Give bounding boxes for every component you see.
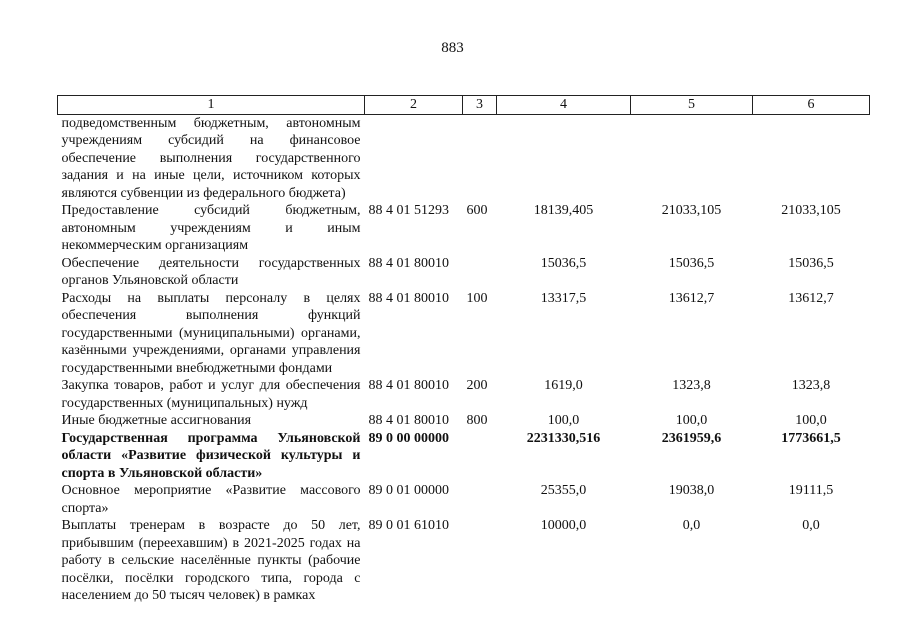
- row-value-4: [497, 114, 631, 202]
- row-code: 89 0 00 00000: [368, 430, 449, 446]
- row-code: 88 4 01 80010: [368, 255, 449, 271]
- budget-table-body: [58, 114, 870, 605]
- row-code: 88 4 01 80010: [368, 290, 449, 306]
- row-value-4: 25355,0: [540, 483, 587, 498]
- row-value-6: 13612,7: [788, 290, 834, 306]
- table-row: [58, 482, 870, 517]
- row-value-6: 21033,105: [781, 203, 841, 218]
- row-value-5: 0,0: [682, 518, 701, 533]
- header-cell-5: 5: [631, 96, 753, 115]
- table-row: [58, 377, 870, 412]
- table-row: [58, 412, 870, 430]
- row-code: 89 0 01 61010: [368, 518, 449, 533]
- table-row: [58, 255, 870, 290]
- row-expense-type: [463, 517, 497, 605]
- row-code: 88 4 01 80010: [368, 378, 449, 393]
- row-value-4: 10000,0: [540, 518, 587, 533]
- row-expense-type: [463, 114, 497, 202]
- header-cell-6: 6: [753, 96, 870, 115]
- row-description: Выплаты тренерам в возрасте до 50 лет, прибывшим (переехавшим) в 2021-2025 годах на работу в сельские населённые пункты (рабочие посёлки, посёлки городского типа, города с населением до 50 тысяч человек) в рамках: [61, 518, 361, 603]
- row-value-5: [631, 114, 753, 202]
- budget-table: [57, 95, 870, 605]
- row-description: Государственная программа Ульяновской области «Развитие физической культуры и спорта в Ульяновской области»: [61, 430, 361, 481]
- row-expense-type: 800: [466, 413, 488, 428]
- row-value-6: 19111,5: [788, 483, 834, 498]
- row-code: 88 4 01 80010: [368, 413, 449, 428]
- row-value-6: 1323,8: [791, 378, 831, 393]
- row-expense-type: [463, 255, 497, 290]
- table-row: [58, 517, 870, 605]
- row-value-5: 15036,5: [668, 255, 715, 271]
- row-description: Предоставление субсидий бюджетным, автономным учреждениям и иным некоммерческим организациям: [61, 203, 361, 253]
- row-value-4: 18139,405: [533, 203, 594, 218]
- page-number: 883: [441, 40, 464, 56]
- row-value-4: 2231330,516: [526, 430, 601, 446]
- row-value-4: 13317,5: [540, 290, 587, 306]
- table-row-program: [58, 430, 870, 483]
- row-code: 89 0 01 00000: [368, 483, 449, 498]
- row-value-6: [753, 114, 870, 202]
- row-description: Обеспечение деятельности государственных органов Ульяновской области: [61, 255, 361, 288]
- table-row: [58, 114, 870, 202]
- row-description: подведомственным бюджетным, автономным учреждениям субсидий на финансовое обеспечение выполнения государственного задания и на иные цели, источником которых являются субвенции из федерального бюджета): [61, 115, 361, 201]
- header-cell-3: 3: [463, 96, 497, 115]
- row-value-5: 13612,7: [668, 290, 715, 306]
- row-description: Иные бюджетные ассигнования: [61, 413, 252, 428]
- row-expense-type: 100: [466, 290, 488, 306]
- table-row: [58, 290, 870, 378]
- row-value-6: 100,0: [795, 413, 827, 428]
- row-value-5: 19038,0: [668, 483, 715, 498]
- row-value-5: 100,0: [675, 413, 708, 428]
- row-value-4: 15036,5: [540, 255, 587, 271]
- row-expense-type: [463, 430, 497, 483]
- row-value-5: 21033,105: [661, 203, 722, 218]
- row-value-4: 100,0: [547, 413, 580, 428]
- row-description: Расходы на выплаты персоналу в целях обеспечения выполнения функций государственными (муниципальными) органами, казёнными учреждениями, органами управления государственными внебюджетными фондами: [61, 290, 361, 376]
- table-row: [58, 202, 870, 255]
- row-code: [365, 114, 463, 202]
- row-expense-type: [463, 482, 497, 517]
- header-cell-2: 2: [365, 96, 463, 115]
- header-cell-4: 4: [497, 96, 631, 115]
- row-value-6: 15036,5: [788, 255, 834, 271]
- header-cell-1: 1: [58, 96, 365, 115]
- row-value-5: 2361959,6: [661, 430, 722, 446]
- row-value-6: 0,0: [802, 518, 820, 533]
- header-row: [58, 96, 870, 115]
- row-code: 88 4 01 51293: [368, 203, 449, 218]
- row-expense-type: 600: [466, 203, 488, 218]
- row-description: Закупка товаров, работ и услуг для обеспечения государственных (муниципальных) нужд: [61, 378, 361, 411]
- row-value-5: 1323,8: [672, 378, 711, 393]
- row-value-4: 1619,0: [544, 378, 583, 393]
- row-value-6: 1773661,5: [781, 430, 841, 446]
- row-expense-type: 200: [466, 378, 488, 393]
- row-description: Основное мероприятие «Развитие массового спорта»: [61, 483, 361, 516]
